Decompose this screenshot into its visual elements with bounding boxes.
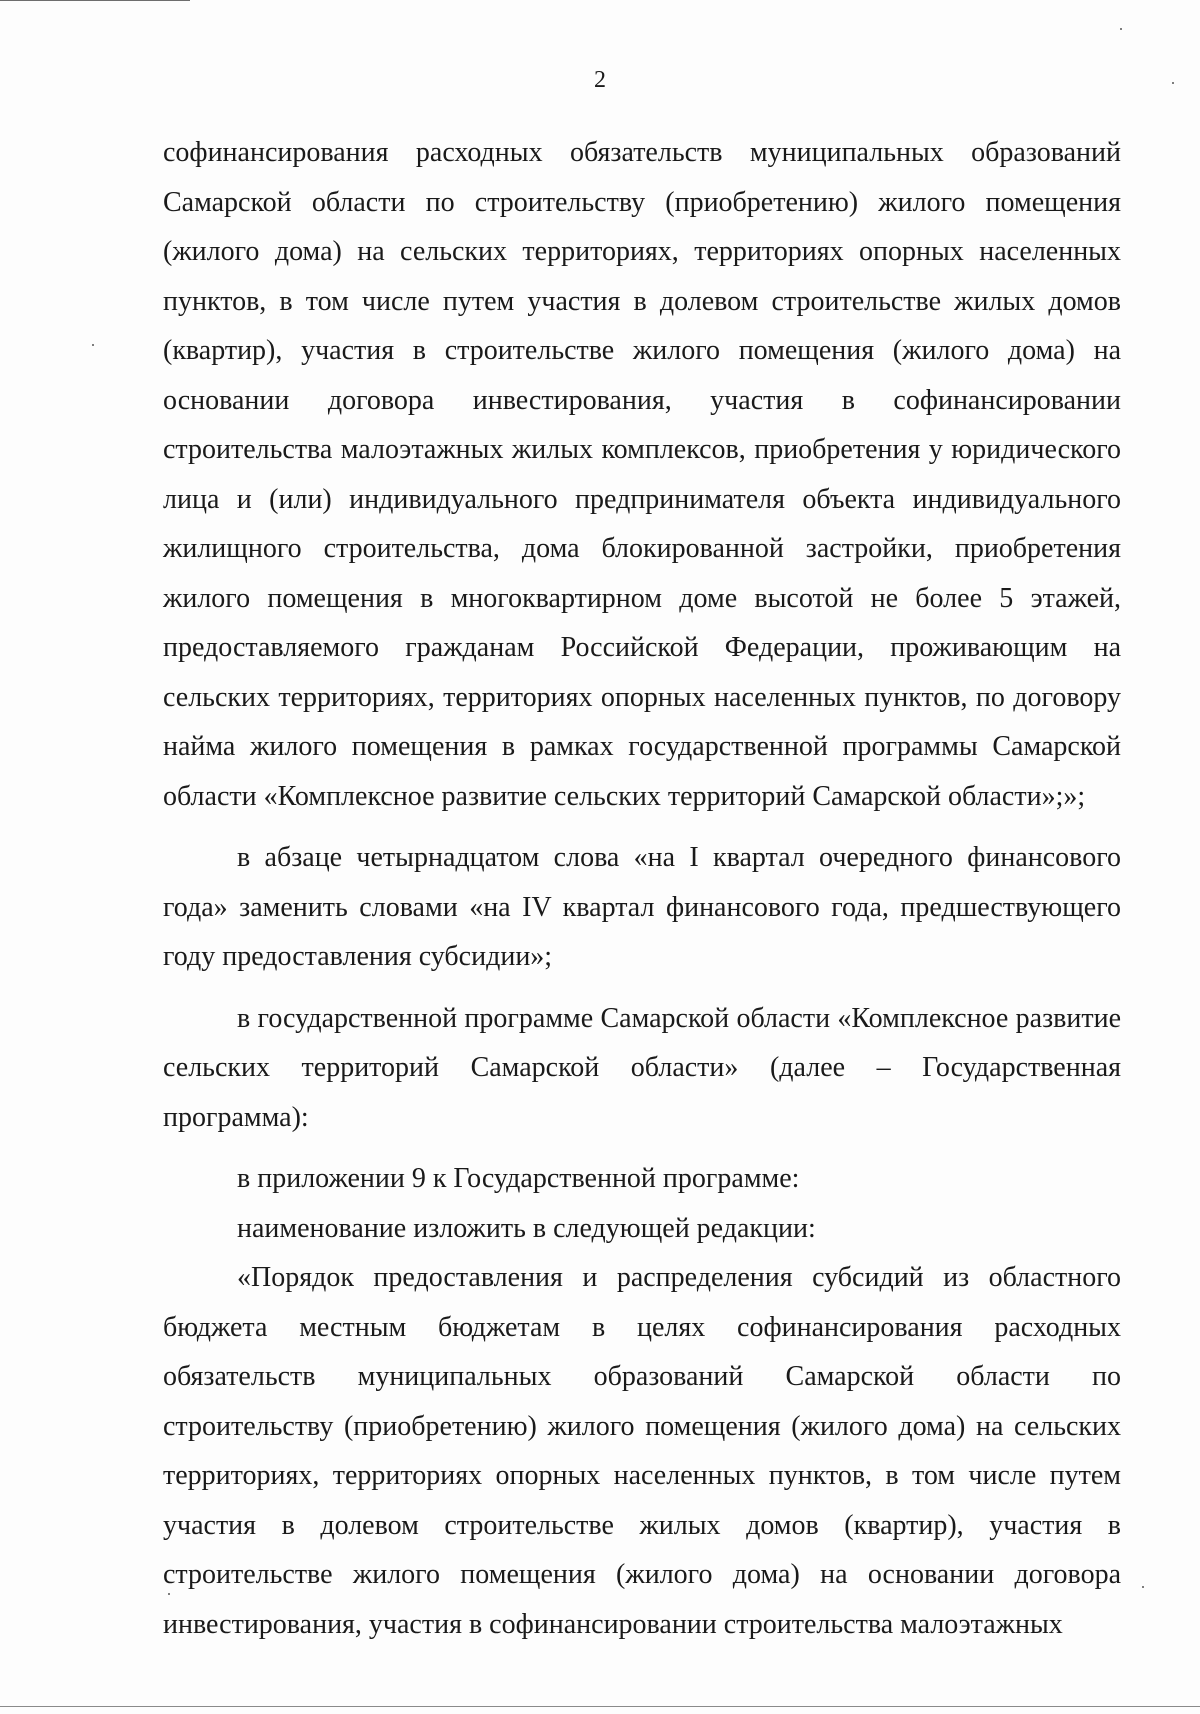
scan-edge-bottom (0, 1706, 1200, 1707)
paragraph-appendix-9: в приложении 9 к Государственной программе: (237, 1163, 800, 1194)
scan-speck (1120, 28, 1122, 30)
page-number: 2 (594, 67, 606, 93)
paragraph-continuation: софинансирования расходных обязательств муниципальных образований Самарской области по строительству (приобретению) жилого помещения (жилого дома) на сельских территориях, территориях опорных населенных пунктов, в том числе путем участия в долевом строительстве жилых домов (квартир), участия в строительстве жилого помещения (жилого дома) на основании договора инвестирования, участия в софинансировании строительства малоэтажных жилых комплексов, приобретения у юридического лица и (или) индивидуального предпринимателя объекта индивидуального жилищного строительства, дома блокированной застройки, приобретения жилого помещения в многоквартирном доме высотой не более 5 этажей, предоставляемого гражданам Российской Федерации, проживающим на сельских территориях, территориях опорных населенных пунктов, по договору найма жилого помещения в рамках государственной программы Самарской области «Комплексное развитие сельских территорий Самарской области»;»; (163, 137, 1121, 812)
paragraph-amendment-fourteenth: в абзаце четырнадцатом слова «на I квартал очередного финансового года» заменить словами «на IV квартал финансового года, предшествующего году предоставления субсидии»; (163, 842, 1121, 972)
scan-edge-top (0, 0, 190, 1)
paragraph-procedure-title: «Порядок предоставления и распределения субсидий из областного бюджета местным бюджетам в целях софинансирования расходных обязательств муниципальных образований Самарской области по строительству (приобретению) жилого помещения (жилого дома) на сельских территориях, территориях опорных населенных пунктов, в том числе путем участия в долевом строительстве жилых домов (квартир), участия в строительстве жилого помещения (жилого дома) на основании договора инвестирования, участия в софинансировании строительства малоэтажных (163, 1262, 1121, 1640)
document-body (163, 128, 1121, 1661)
paragraph-state-program: в государственной программе Самарской области «Комплексное развитие сельских территорий Самарской области» (далее – Государственная программа): (163, 1002, 1121, 1133)
scan-speck (92, 344, 94, 346)
paragraph-title-edit: наименование изложить в следующей редакции: (237, 1212, 816, 1244)
scan-speck (1142, 1586, 1144, 1588)
